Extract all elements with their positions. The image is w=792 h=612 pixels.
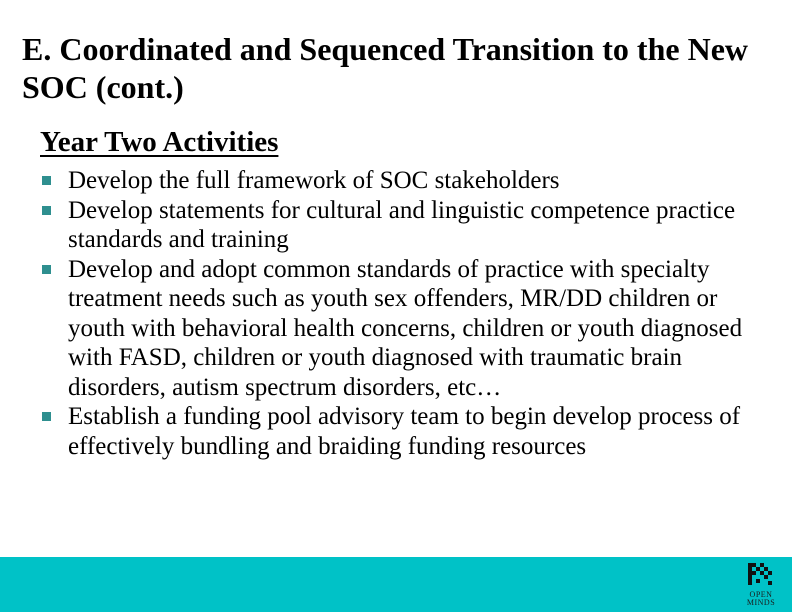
bullet-item bbox=[38, 255, 758, 403]
square-bullet-icon bbox=[42, 265, 51, 274]
open-minds-logo bbox=[744, 561, 778, 609]
bullet-item bbox=[38, 402, 758, 461]
bullet-list bbox=[38, 166, 758, 461]
square-bullet-icon bbox=[42, 206, 51, 215]
bullet-text: Develop statements for cultural and linguistic competence practice standards and training bbox=[68, 196, 736, 253]
bullet-text: Develop and adopt common standards of practice with specialty treatment needs such as youth sex offenders, MR/DD children or youth with behavioral health concerns, children or youth diagnosed with FASD, children or youth diagnosed with traumatic brain disorders, autism spectrum disorders, etc… bbox=[68, 255, 743, 401]
footer-bar bbox=[0, 557, 792, 612]
logo-text-line2: MINDS bbox=[746, 598, 776, 607]
square-bullet-icon bbox=[42, 412, 51, 421]
logo-text-line1: OPEN bbox=[749, 590, 773, 599]
slide-title: E. Coordinated and Sequenced Transition to the New SOC (cont.) bbox=[22, 31, 748, 105]
bullet-item bbox=[38, 166, 758, 196]
slide-subtitle: Year Two Activities bbox=[40, 126, 279, 158]
open-minds-logo-icon bbox=[744, 561, 778, 591]
square-bullet-icon bbox=[42, 176, 51, 185]
logo-wordmark bbox=[744, 591, 778, 607]
bullet-text: Establish a funding pool advisory team to begin develop process of effectively bundling and braiding funding resources bbox=[68, 403, 741, 460]
bullet-text: Develop the full framework of SOC stakeholders bbox=[68, 167, 560, 194]
bullet-item bbox=[38, 196, 758, 255]
